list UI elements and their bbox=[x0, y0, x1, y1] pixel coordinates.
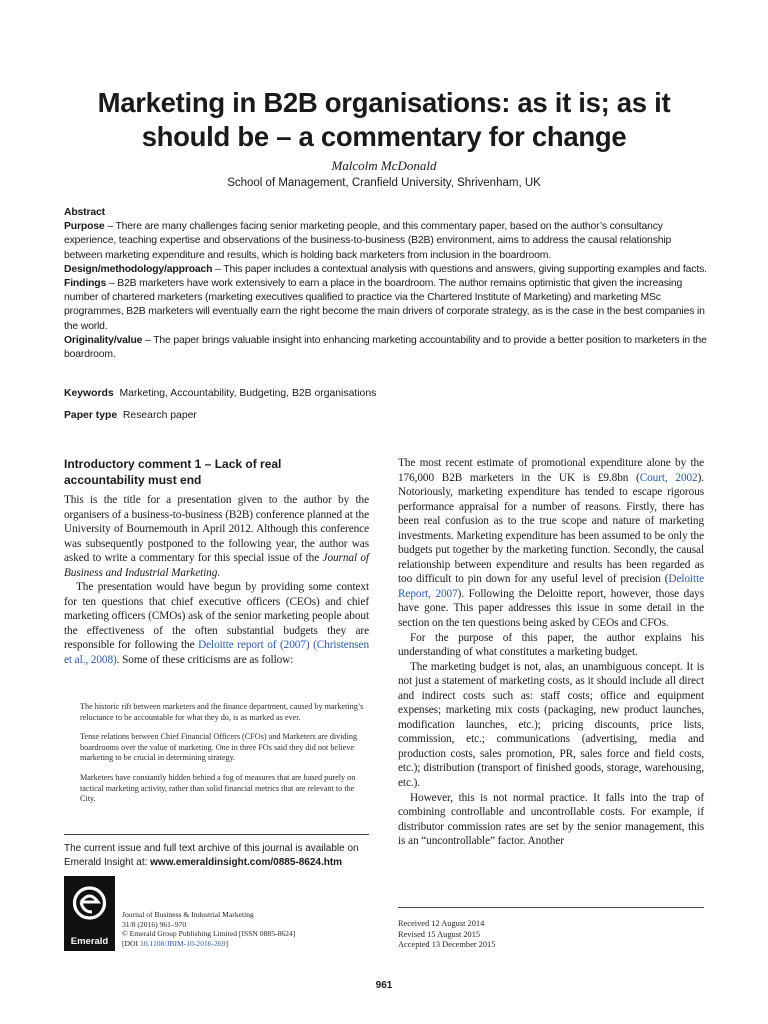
author-name: Malcolm McDonald bbox=[331, 158, 437, 173]
left-paragraph-2: The presentation would have begun by providing some context for ten questions that chief executive officers (CEOs) and chief marketing officers (CMOs) ask of the senior marketing people about the effectiveness of the often substantial budgets they are responsible for following the Deloitte report of (2007) (Christensen et al., 2008). Some of these criticisms are as follow: bbox=[64, 581, 369, 667]
archive-notice: The current issue and full text archive of this journal is available on Emerald Insight at: www.emeraldinsight.com/0885-8624.htm bbox=[64, 843, 359, 868]
citation-link-christensen[interactable]: (Christensen et al., 2008) bbox=[64, 639, 369, 667]
title-line-1: Marketing in B2B organisations: as it is; as it bbox=[97, 87, 671, 118]
logo-wordmark: Emerald bbox=[70, 936, 109, 947]
abstract-design: Design/methodology/approach – This paper includes a contextual analysis with questions and answers, giving supporting examples and facts. bbox=[64, 263, 707, 275]
paper-type-label: Paper type bbox=[64, 410, 118, 421]
date-revised: Revised 15 August 2015 bbox=[398, 929, 481, 939]
emerald-logo-icon bbox=[70, 882, 109, 927]
abstract-originality: Originality/value – The paper brings valuable insight into enhancing marketing accountability and to provide a better position to marketers in the boardroom. bbox=[64, 334, 707, 361]
quote-item: Tense relations between Chief Financial Officers (CFOs) and Marketers are dividing boardrooms over the value of marketing. One in three FOs said they did not believe marketing to be crucial in determining strategy. bbox=[80, 732, 358, 763]
section-heading: Introductory comment 1 – Lack of real accountability must end bbox=[64, 457, 282, 487]
quote-item: The historic rift between marketers and the finance department, caused by marketing’s reluctance to be accountable for what they do, is as marked as ever. bbox=[80, 702, 364, 722]
archive-link[interactable]: www.emeraldinsight.com/0885-8624.htm bbox=[150, 857, 343, 868]
footer-divider bbox=[64, 834, 369, 835]
abstract bbox=[64, 206, 708, 362]
author-affiliation: School of Management, Cranfield University, Shrivenham, UK bbox=[227, 177, 541, 189]
citation-link-deloitte[interactable]: Deloitte report of (2007) bbox=[198, 639, 310, 652]
title-line-2: should be – a commentary for change bbox=[141, 121, 627, 152]
keywords bbox=[64, 388, 708, 399]
page-number: 961 bbox=[375, 980, 393, 991]
keywords-text: Marketing, Accountability, Budgeting, B2B organisations bbox=[119, 388, 377, 399]
abstract-findings: Findings – B2B marketers have work extensively to earn a place in the boardroom. The author remains optimistic that given the increasing number of chartered marketers (marketing executives qualified to practice via the Chartered Institute of Marketing) and marketing MSc programmes, B2B marketers will eventually earn the right become the main drivers of corporate strategy, as is the case in the best companies in the world. bbox=[64, 278, 705, 332]
date-accepted: Accepted 13 December 2015 bbox=[398, 940, 496, 950]
right-column bbox=[398, 456, 704, 849]
abstract-purpose: Purpose – There are many challenges facing senior marketing people, and this commentary paper, based on the author’s consultancy experience, teaching expertise and observations of the business-to-business (B2B) environment, aims to address the causal relationship between marketing expenditure and results, which is holding back marketers from inclusion in the boardroom. bbox=[64, 221, 672, 261]
quote-item: Marketers have constantly hidden behind a fog of measures that are based purely on tactical marketing activity, rather than solid financial metrics that are relevant to the City. bbox=[80, 772, 356, 804]
quote-list bbox=[80, 702, 370, 814]
publication-dates bbox=[398, 919, 495, 951]
right-paragraph-4: However, this is not normal practice. It falls into the trap of combining controllable and uncontrollable costs. For example, if distributor commission rates are set by the senior management, this is an “uncontrollable” factor. Another bbox=[398, 791, 704, 848]
right-paragraph-2: For the purpose of this paper, the author explains his understanding of what constitutes a marketing budget. bbox=[398, 631, 704, 659]
right-paragraph-3: The marketing budget is not, alas, an unambiguous concept. It is not just a statement of marketing costs, as it should include all direct and indirect costs such as: staff costs; office and equipment expenses; marketing mix costs (packaging, new product launches, modification launches, etc.); pricing discounts, price lists, commission, etc.; communications (advertising, media and production costs, sales promotion, PR, sales force and field costs, etc.); distribution (transport of finished goods, storage, warehousing, etc.). bbox=[398, 660, 704, 790]
keywords-label: Keywords bbox=[64, 388, 114, 399]
emerald-logo bbox=[64, 876, 115, 951]
paper-title bbox=[40, 86, 728, 154]
citation-link-deloitte-report[interactable]: Deloitte Report, 2007 bbox=[398, 573, 704, 600]
paper-type bbox=[64, 410, 708, 421]
left-column bbox=[64, 493, 369, 668]
paper-type-text: Research paper bbox=[122, 410, 197, 421]
right-paragraph-1: The most recent estimate of promotional expenditure alone by the 176,000 B2B marketers in the UK is £9.8bn (Court, 2002). Notoriously, marketing expenditure has tended to escape rigorous performance appraisal for a number of reasons. Firstly, there has been real confusion as to the true scope and nature of marketing investments. Marketing expenditure has been assumed to be only the budgets put together by the marketing function. Secondly, the causal relationship between expenditure and results has been regarded as too difficult to pin down for any useful level of precision (Deloitte Report, 2007). Following the Deloitte report, however, those days have gone. This paper addresses this issue in some detail in the section on the ten questions being asked by CEOs and CFOs. bbox=[398, 457, 704, 630]
doi-link[interactable]: 10.1108/JBIM-10-2016-269 bbox=[139, 938, 226, 948]
citation-link-court[interactable]: Court, 2002 bbox=[639, 471, 698, 484]
journal-name: Journal of Business and Industrial Marketing bbox=[64, 552, 369, 579]
date-received: Received 12 August 2014 bbox=[398, 919, 485, 928]
abstract-heading: Abstract bbox=[64, 207, 105, 218]
dates-divider bbox=[398, 907, 704, 908]
left-paragraph-1: This is the title for a presentation given to the author by the organisers of a business-to-business (B2B) conference planned at the University of Bournemouth in April 2012. Although this conference was subsequently postponed to the following year, the author was asked to write a commentary for this special issue of the Journal of Business and Industrial Marketing. bbox=[64, 494, 369, 579]
journal-info: Journal of Business & Industrial Marketing 31/8 (2016) 961–970 © Emerald Group Publishing Limited [ISSN 0885-8624] [DOI 10.1108/JBIM-10-2016-269] bbox=[122, 910, 296, 948]
